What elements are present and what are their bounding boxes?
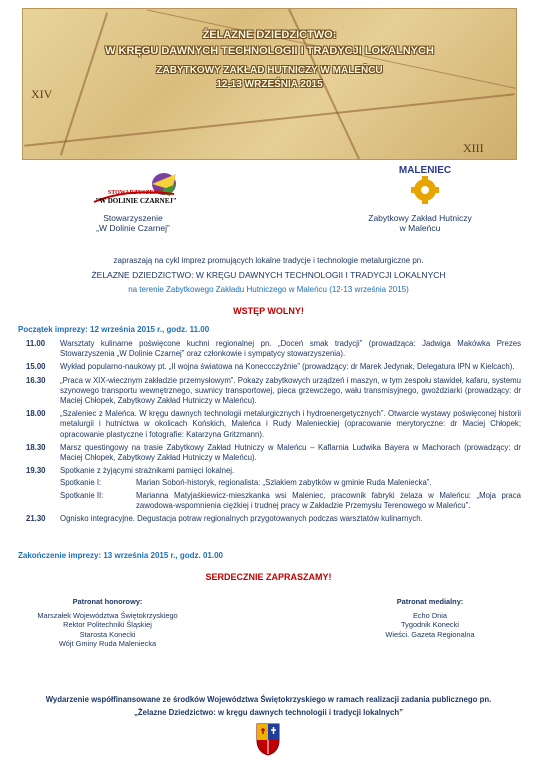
schedule-time: 15.00 (26, 362, 46, 372)
maleniec-logo (365, 165, 485, 209)
funding-note: Wydarzenie współfinansowane ze środków Województwa Świętokrzyskiego w ramach realizacji zadania publicznego pn. (45, 695, 492, 704)
meeting-row (26, 478, 521, 488)
media-item: Echo Dnia (412, 610, 448, 620)
meeting-desc: Marianna Matyjaśkiewicz-mieszkanka wsi Maleniec, pracownik fabryki żelaza w Maleńcu: „Moja praca zawodowa-wspomnienia ciężkiej i trudnej pracy w Zakładzie Przemysłu Terenowego w Maleńcu”. (136, 490, 521, 510)
media-title: Patronat medialny: (396, 597, 464, 606)
map-river-line (24, 93, 515, 147)
stowarzyszenie-logo (86, 170, 186, 215)
schedule-desc: Warsztaty kulinarne poświęcone kuchni regionalnej pn. „Doceń smak tradycji” (prowadząca: Jadwiga Makówka Prezes Stowarzyszenia „W Dolinie Czarnej” oraz członkowie i sympatycy stowarzyszenia). (60, 339, 521, 359)
end-info: Zakończenie imprezy: 13 września 2015 r., godz. 01.00 (18, 551, 223, 560)
schedule-time: 11.00 (26, 339, 46, 348)
media-item: Tygodnik Konecki (401, 620, 459, 629)
org-left-line1: Stowarzyszenie (103, 213, 163, 223)
coat-of-arms-icon (255, 722, 281, 756)
intro-event-name: ŻELAZNE DZIEDZICTWO: W KRĘGU DAWNYCH TECHNOLOGII I TRADYCJI LOKALNYCH (91, 270, 446, 280)
schedule-time: 21.30 (26, 514, 46, 524)
schedule-time: 19.30 (26, 466, 46, 476)
org-right-name (345, 213, 495, 233)
banner-title-line2: W KRĘGU DAWNYCH TECHNOLOGII I TRADYCJI LOKALNYCH (105, 45, 434, 57)
map-roman-numeral: XIII (463, 141, 484, 155)
schedule-row (26, 339, 521, 359)
start-info: Początek imprezy: 12 września 2015 r., godz. 11.00 (18, 325, 210, 334)
honorary-item: Rektor Politechniki Śląskiej (63, 620, 152, 629)
logo-right-name: MALENIEC (398, 165, 452, 176)
meeting-label: Spotkanie I: (60, 478, 102, 488)
banner-title-line1: ŻELAZNE DZIEDZICTWO: (202, 29, 337, 41)
media-patronage (355, 597, 505, 639)
schedule-time: 16.30 (26, 375, 46, 385)
banner-subtitle-line1: ZABYTKOWY ZAKŁAD HUTNICZY W MALEŃCU (156, 65, 383, 76)
intro-line: zapraszają na cykl imprez promujących lokalne tradycje i technologie metalurgiczne pn. (113, 256, 424, 265)
honorary-item: Starosta Konecki (79, 629, 136, 639)
org-left-name (58, 213, 208, 233)
schedule-desc: Spotkanie z żyjącymi strażnikami pamięci lokalnej. (60, 466, 235, 476)
gear-icon (365, 176, 485, 204)
schedule-row (26, 443, 521, 463)
welcome-text: SERDECZNIE ZAPRASZAMY! (205, 572, 332, 582)
funding-project: „Żelazne Dziedzictwo: w kręgu dawnych technologii i tradycji lokalnych” (133, 708, 404, 717)
schedule-desc: „Praca w XIX-wiecznym zakładzie przemysłowym”. Pokazy zabytkowych urządzeń i maszyn, w tym zespołu stawideł, kafaru, systemu szynowego transportu wewnętrznego, suwnicy transportowej, pieca grzewczego, wału transmisyjnego, gwoździarki (prowadzący: dr Maciej Chłopek, Zabytkowy Zakład Hutniczy w Maleńcu). (60, 375, 521, 406)
honorary-item: Wójt Gminy Ruda Maleniecka (58, 639, 157, 648)
schedule-desc: Wykład popularno-naukowy pt. „II wojna światowa na Koneccczyźnie” (prowadzący: dr Marek Jedynak, Delegatura IPN w Kielcach). (60, 362, 515, 372)
meeting-row (26, 491, 521, 511)
honorary-item: Marszałek Województwa Świętokrzyskiego (37, 610, 178, 620)
schedule-row (26, 466, 521, 476)
meeting-desc: Marian Soboń-historyk, regionalista: „Szlakiem zabytków w gminie Ruda Maleniecka”. (136, 478, 432, 488)
schedule-desc: Marsz questingowy na trasie Zabytkowy Zakład Hutniczy w Maleńcu – Kaflarnia Ludwika Bayera w Machorach (prowadzący: dr Maciej Chłopek, Zabytkowy Zakład Hutniczy w Maleńcu). (60, 442, 521, 463)
intro-venue: na terenie Zabytkowego Zakładu Hutniczego w Maleńcu (12-13 września 2015) (128, 285, 409, 294)
schedule-time: 18.00 (26, 409, 46, 419)
schedule-desc: Ognisko integracyjne. Degustacja potraw regionalnych przygotowanych podczas warsztatów kulinarnych. (60, 514, 423, 524)
schedule-time: 18.30 (26, 442, 46, 452)
banner-date: 12-13 WRZEŚNIA 2015 (216, 79, 323, 90)
meeting-label: Spotkanie II: (60, 490, 104, 500)
honorary-patronage (20, 597, 195, 649)
map-roman-numeral: XIV (31, 87, 53, 101)
logo-left-text1: STOWARZYSZENIE (107, 190, 165, 196)
schedule-row (26, 514, 521, 524)
media-item: Wieści. Gazeta Regionalna (385, 629, 475, 639)
org-right-line1: Zabytkowy Zakład Hutniczy (368, 213, 472, 223)
honorary-title: Patronat honorowy: (72, 597, 143, 606)
header-banner (22, 8, 517, 160)
schedule-row (26, 362, 521, 372)
schedule (26, 339, 521, 524)
schedule-desc: „Szaleniec z Maleńca. W kręgu dawnych technologii metalurgicznych i hydroenergetycznych”. Otwarcie wystawy poświęconej historii metalurgii i hutnictwa w okolicach Końskich, Maleńca i Rudy Malenieckiej (opracowanie merytoryczne: dr Maciej Chłopek; opracowanie plastyczne i fotografie: Katarzyna Gritzmann). (60, 409, 521, 439)
logo-left-text2: "W DOLINIE CZARNEJ" (95, 197, 177, 205)
free-entry: WSTĘP WOLNY! (233, 306, 304, 316)
schedule-row (26, 409, 521, 440)
schedule-row (26, 376, 521, 407)
org-right-line2: w Maleńcu (399, 223, 441, 233)
org-left-line2: „W Dolinie Czarnej” (96, 223, 170, 233)
